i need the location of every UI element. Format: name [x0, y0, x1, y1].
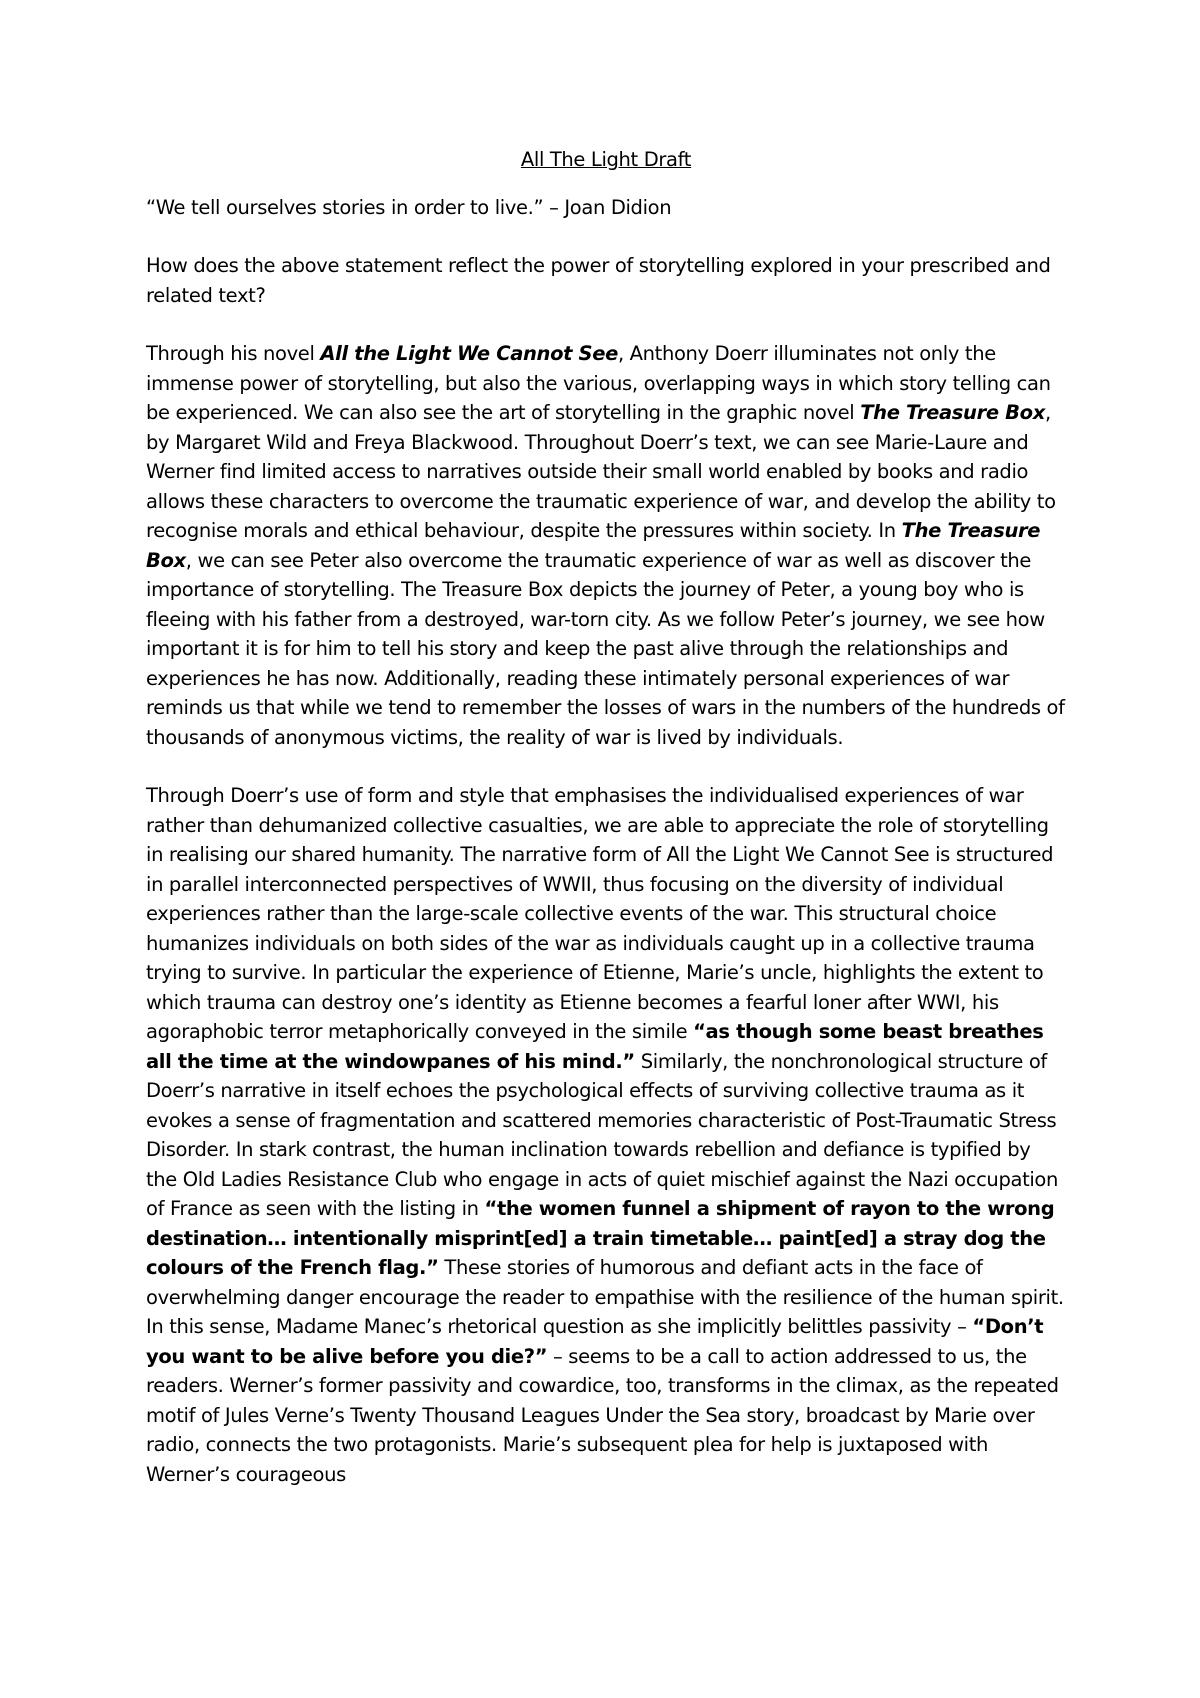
text-run: – seems to be a call to action addressed to us, the readers. Werner’s former passivity and cowardice, too, transforms in the climax, as the repeated motif of Jules Verne’s Twenty Thousand Leagues Under the Sea story, broadcast by Marie over radio, connects the two protagonists. Marie’s subsequent plea for help is juxtaposed with Werner’s courageous [146, 1344, 1059, 1486]
essay-question: How does the above statement reflect the power of storytelling explored in your prescribed and related text? [146, 254, 1051, 307]
graphic-novel-title: The Treasure Box [860, 401, 1045, 424]
text-run: Through his novel [146, 342, 321, 365]
paragraph-body-1 [146, 781, 1066, 1489]
text-run: These stories of humorous and defiant acts in the face of overwhelming danger encourage the reader to empathise with the resilience of the human spirit. In this sense, Madame Manec’s rhetorical question as she implicitly belittles passivity – [146, 1256, 1064, 1338]
text-run: Similarly, the nonchronological structure of Doerr’s narrative in itself echoes the psychological effects of surviving collective trauma as it evokes a sense of fragmentation and scattered memories characteristic of Post-Traumatic Stress Disorder. In stark contrast, the human inclination towards rebellion and defiance is typified by the Old Ladies Resistance Club who engage in acts of quiet mischief against the Nazi occupation of France as seen with the listing in [146, 1049, 1059, 1220]
quote-bold: “as though some beast breathes all the time at the windowpanes of his mind.” [146, 1020, 1044, 1073]
epigraph: “We tell ourselves stories in order to live.” – Joan Didion [146, 195, 672, 219]
text-run: , we can see Peter also overcome the traumatic experience of war as well as discover the importance of storytelling. The Treasure Box depicts the journey of Peter, a young boy who is fleeing with his father from a destroyed, war-torn city. As we follow Peter’s journey, we see how important it is for him to tell his story and keep the past alive through the relationships and experiences he has now. Additionally, reading these intimately personal experiences of war reminds us that while we tend to remember the losses of wars in the numbers of the hundreds of thousands of anonymous victims, the reality of war is lived by individuals. [146, 548, 1065, 749]
quote-bold: “Don’t you want to be alive before you die?” [146, 1315, 1044, 1368]
paragraph-intro [146, 339, 1066, 752]
graphic-novel-title: The Treasure Box [146, 519, 1041, 572]
quote-bold: “the women funnel a shipment of rayon to the wrong destination… intentionally misprint[ed] a train timetable… paint[ed] a stray dog the colours of the French flag.” [146, 1197, 1055, 1279]
text-run: Through Doerr’s use of form and style that emphasises the individualised experiences of war rather than dehumanized collective casualties, we are able to appreciate the role of storytelling in realising our shared humanity. The narrative form of All the Light We Cannot See is structured in parallel interconnected perspectives of WWII, thus focusing on the diversity of individual experiences rather than the large-scale collective events of the war. This structural choice humanizes individuals on both sides of the war as individuals caught up in a collective trauma trying to survive. In particular the experience of Etienne, Marie’s uncle, highlights the extent to which trauma can destroy one’s identity as Etienne becomes a fearful loner after WWI, his agoraphobic terror metaphorically conveyed in the simile [146, 784, 1054, 1043]
document-title: All The Light Draft [520, 148, 692, 171]
novel-title: All the Light We Cannot See [320, 342, 618, 365]
text-run: , by Margaret Wild and Freya Blackwood. Throughout Doerr’s text, we can see Marie-Laure and Werner find limited access to narratives outside their small world enabled by books and radio allows these characters to overcome the traumatic experience of war, and develop the ability to recognise morals and ethical behaviour, despite the pressures within society. In [146, 401, 1056, 542]
text-run: , Anthony Doerr illuminates not only the immense power of storytelling, but also the various, overlapping ways in which story telling can be experienced. We can also see the art of storytelling in the graphic novel [146, 342, 1051, 424]
document-body [146, 145, 1066, 1518]
